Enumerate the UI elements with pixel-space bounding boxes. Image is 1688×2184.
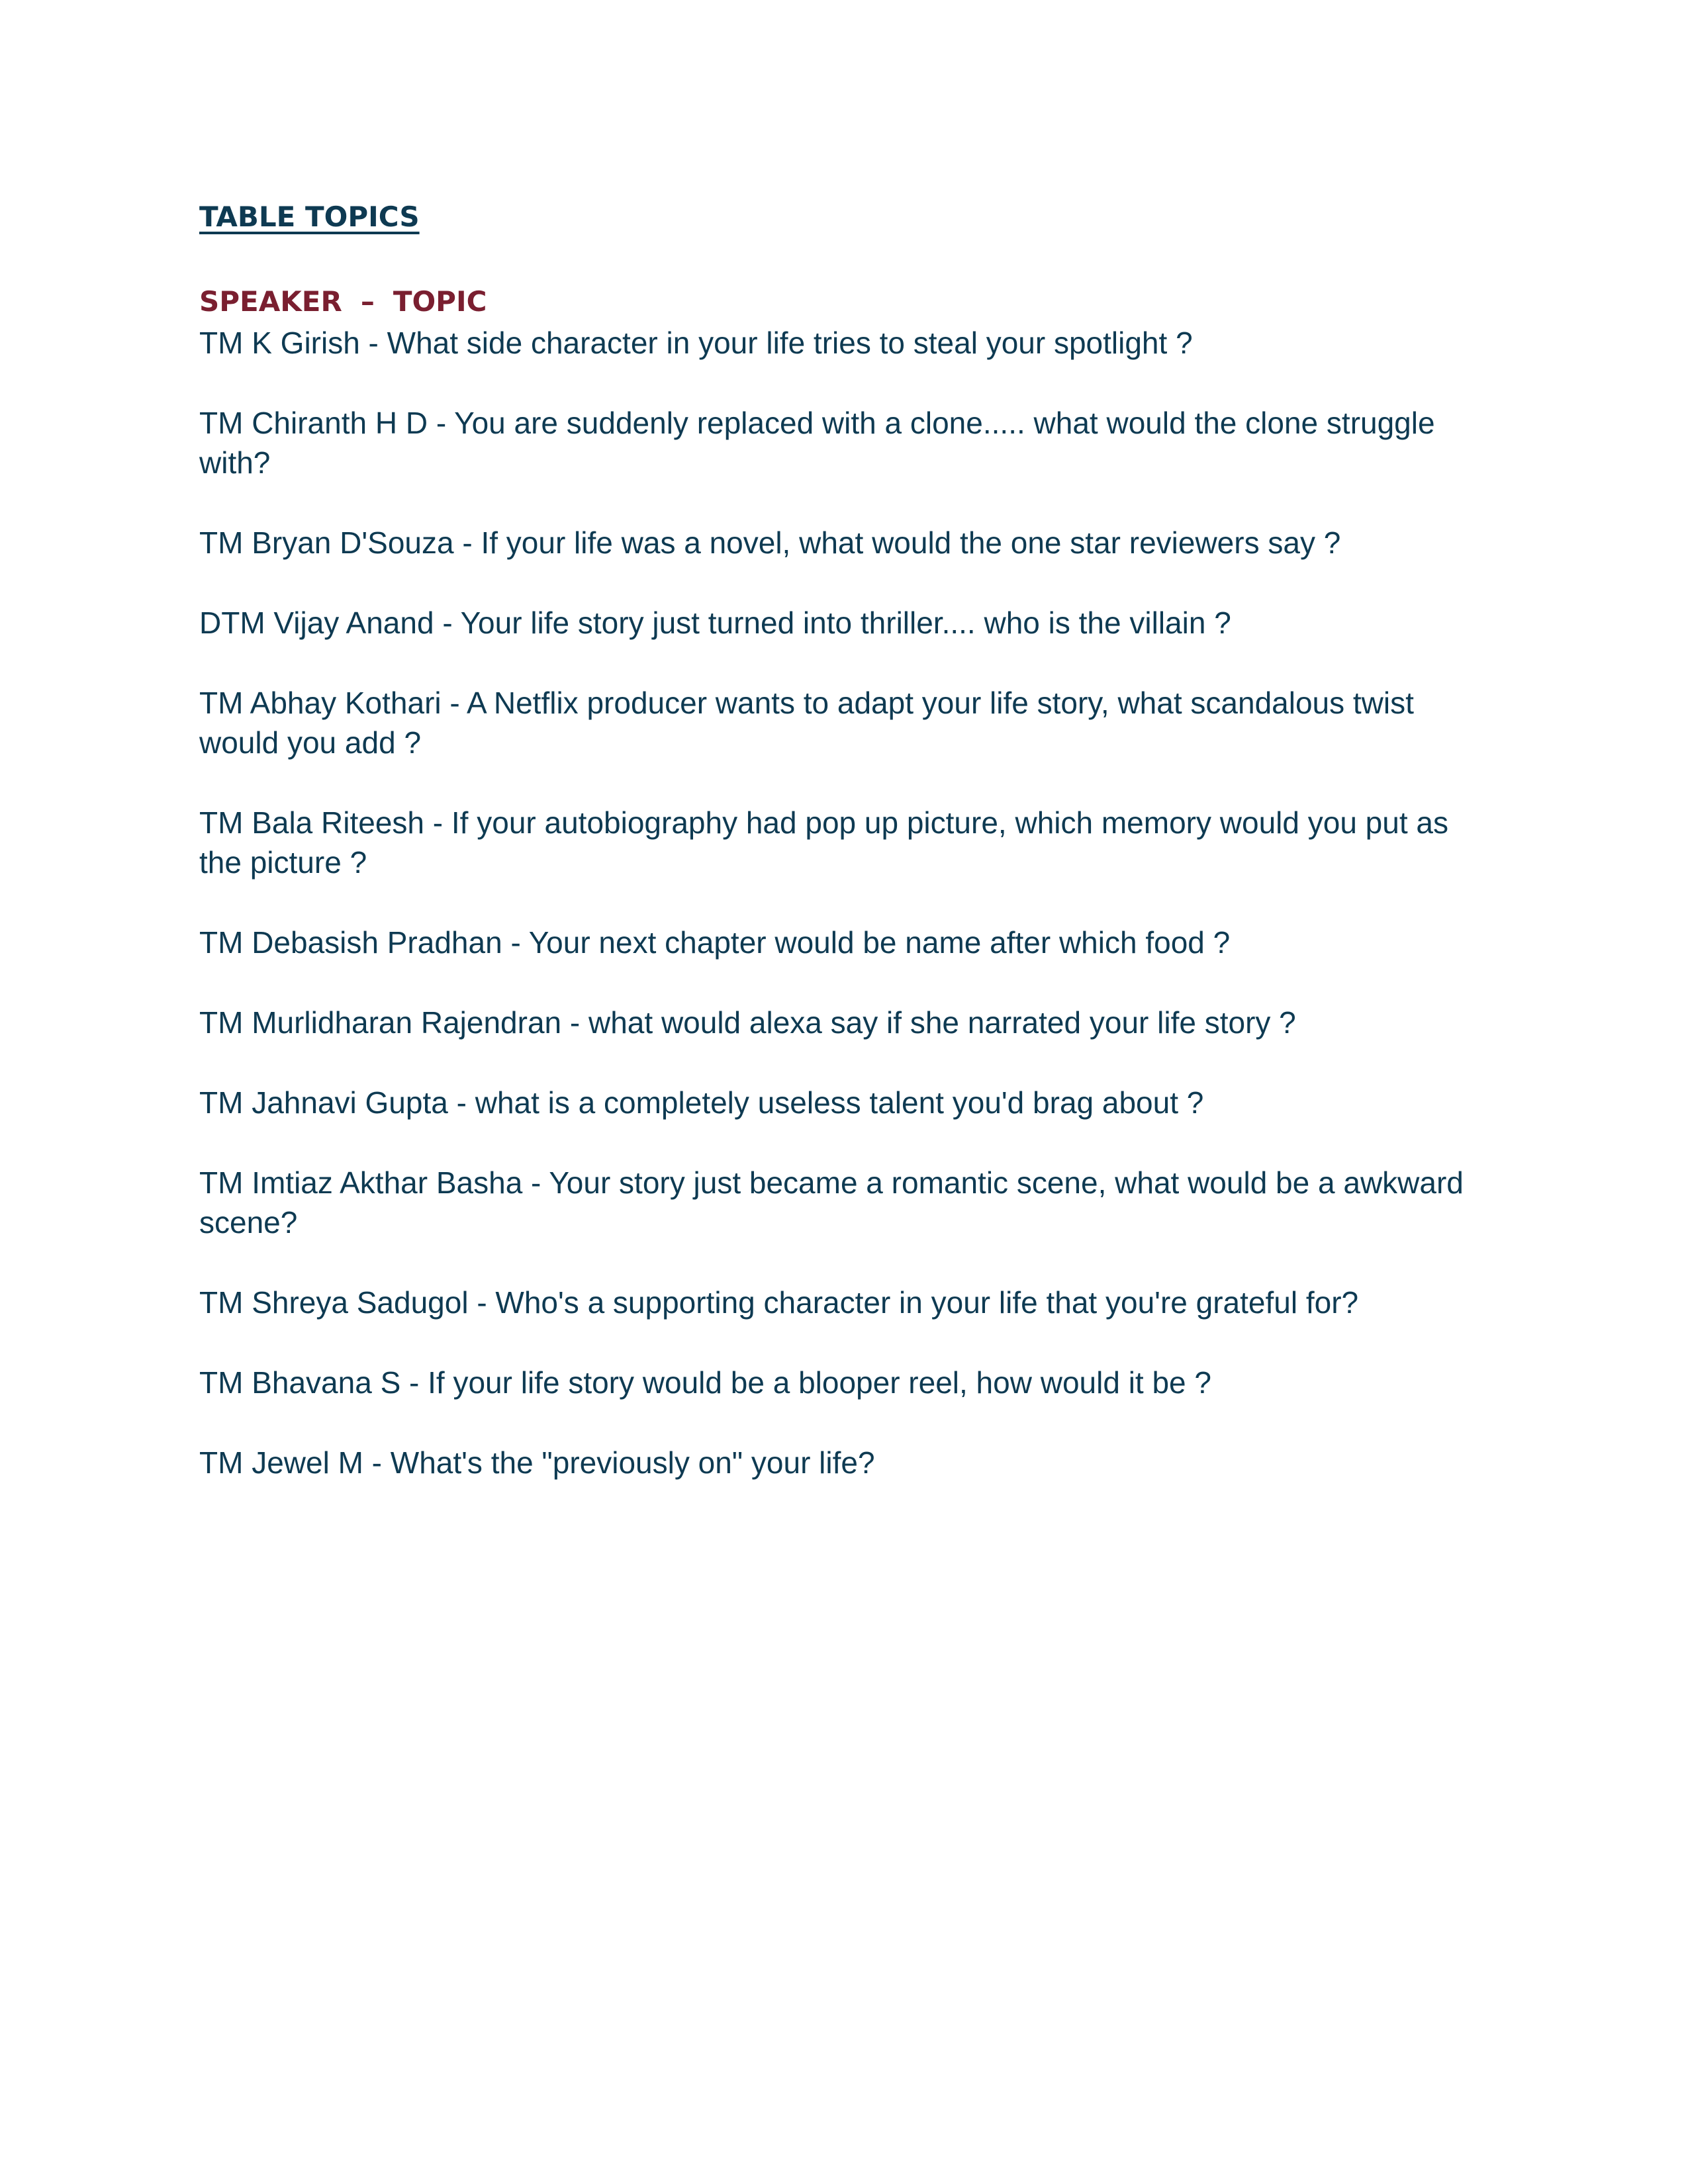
topic-entry: TM Debasish Pradhan - Your next chapter would be name after which food ? — [199, 925, 1231, 960]
topic-entry: TM Jahnavi Gupta - what is a completely useless talent you'd brag about ? — [199, 1085, 1204, 1120]
topic-entry: TM Shreya Sadugol - Who's a supporting character in your life that you're grateful for? — [199, 1285, 1359, 1320]
topic-list — [199, 323, 1497, 1482]
topic-entry: TM Bala Riteesh - If your autobiography had pop up picture, which memory would you put as the picture ? — [199, 805, 1448, 880]
header-separator: – — [360, 285, 375, 318]
topic-entry: TM Bryan D'Souza - If your life was a novel, what would the one star reviewers say ? — [199, 525, 1341, 560]
topic-entry: TM Abhay Kothari - A Netflix producer wants to adapt your life story, what scandalous twist would you add ? — [199, 686, 1414, 760]
document-content — [199, 196, 1497, 1523]
header-speaker: SPEAKER — [199, 285, 342, 318]
topic-entry: TM K Girish - What side character in your life tries to steal your spotlight ? — [199, 326, 1193, 360]
document-title: TABLE TOPICS — [199, 201, 420, 233]
header-topic: TOPIC — [393, 285, 487, 318]
topic-entry: TM Imtiaz Akthar Basha - Your story just became a romantic scene, what would be a awkward scene? — [199, 1165, 1464, 1240]
topic-entry: TM Bhavana S - If your life story would be a blooper reel, how would it be ? — [199, 1365, 1212, 1400]
topic-entry: DTM Vijay Anand - Your life story just turned into thriller.... who is the villain ? — [199, 606, 1231, 640]
topic-entry: TM Jewel M - What's the "previously on" your life? — [199, 1445, 875, 1480]
topic-entry: TM Chiranth H D - You are suddenly replaced with a clone..... what would the clone struggle with? — [199, 406, 1435, 480]
topic-entry: TM Murlidharan Rajendran - what would alexa say if she narrated your life story ? — [199, 1005, 1296, 1040]
column-header — [199, 281, 1497, 323]
